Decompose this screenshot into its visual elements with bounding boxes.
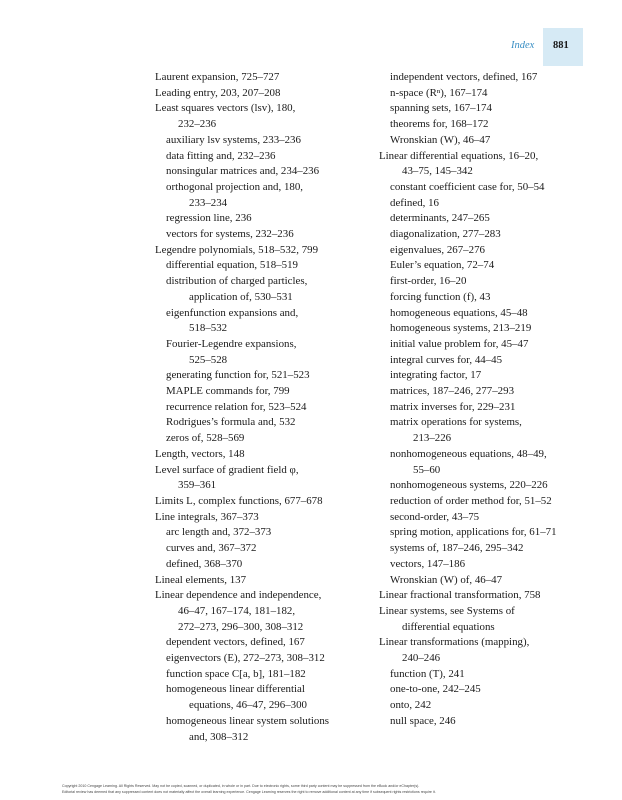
- index-entry: Linear fractional transformation, 758: [379, 589, 541, 602]
- index-entry: reduction of order method for, 51–52: [390, 494, 552, 507]
- index-entry: differential equation, 518–519: [166, 259, 298, 272]
- index-entry: 55–60: [413, 463, 441, 476]
- page-number: 881: [553, 40, 569, 51]
- index-entry: null space, 246: [390, 714, 456, 727]
- index-entry: determinants, 247–265: [390, 212, 490, 225]
- index-entry: Leading entry, 203, 207–208: [155, 86, 281, 99]
- index-entry: Linear differential equations, 16–20,: [379, 149, 539, 162]
- index-entry: spanning sets, 167–174: [390, 102, 492, 115]
- index-entry: 359–361: [178, 479, 217, 492]
- index-entry: Legendre polynomials, 518–532, 799: [155, 243, 319, 256]
- index-entry: eigenvalues, 267–276: [390, 243, 485, 256]
- index-entry: 213–226: [413, 432, 452, 445]
- index-entry: integral curves for, 44–45: [390, 353, 503, 366]
- index-entry: 46–47, 167–174, 181–182,: [178, 604, 296, 617]
- index-entry: homogeneous linear system solutions: [166, 714, 330, 727]
- index-entry: vectors, 147–186: [390, 557, 466, 570]
- index-entry: homogeneous linear differential: [166, 683, 305, 696]
- index-entry: MAPLE commands for, 799: [166, 385, 290, 398]
- index-column-right: [379, 70, 589, 730]
- index-entry: Least squares vectors (lsv), 180,: [155, 102, 296, 115]
- index-entry: curves and, 367–372: [166, 542, 257, 555]
- index-entry: 518–532: [189, 322, 228, 335]
- index-entry: function (T), 241: [390, 667, 465, 680]
- index-entry: arc length and, 372–373: [166, 526, 272, 539]
- index-entry: orthogonal projection and, 180,: [166, 180, 304, 193]
- index-entry: function space C[a, b], 181–182: [166, 667, 306, 680]
- index-entry: defined, 16: [390, 196, 439, 209]
- index-entry: Line integrals, 367–373: [155, 510, 259, 523]
- index-entry: onto, 242: [390, 699, 432, 712]
- index-entry: Length, vectors, 148: [155, 447, 245, 460]
- index-entry: Limits L, complex functions, 677–678: [155, 494, 323, 507]
- index-entry: differential equations: [402, 620, 495, 633]
- index-entry: matrices, 187–246, 277–293: [390, 385, 515, 398]
- index-entry: one-to-one, 242–245: [390, 683, 481, 696]
- index-entry: eigenfunction expansions and,: [166, 306, 299, 319]
- index-column-left: [155, 70, 365, 745]
- index-entry: nonhomogeneous systems, 220–226: [390, 479, 548, 492]
- index-entry: dependent vectors, defined, 167: [166, 636, 305, 649]
- index-entry: Fourier-Legendre expansions,: [166, 337, 297, 350]
- index-entry: Linear dependence and independence,: [155, 589, 322, 602]
- index-entry: equations, 46–47, 296–300: [189, 699, 307, 712]
- index-entry: 272–273, 296–300, 308–312: [178, 620, 304, 633]
- index-entry: second-order, 43–75: [390, 510, 480, 523]
- index-entry: theorems for, 168–172: [390, 118, 489, 131]
- index-entry: nonsingular matrices and, 234–236: [166, 165, 320, 178]
- index-entry: 43–75, 145–342: [402, 165, 473, 178]
- index-entry: forcing function (f), 43: [390, 290, 491, 303]
- index-entry: Euler’s equation, 72–74: [390, 259, 495, 272]
- index-entry: spring motion, applications for, 61–71: [390, 526, 557, 539]
- index-entry: generating function for, 521–523: [166, 369, 310, 382]
- index-entry: and, 308–312: [189, 730, 249, 743]
- index-entry: Wronskian (W), 46–47: [390, 133, 491, 146]
- index-entry: diagonalization, 277–283: [390, 228, 501, 241]
- index-entry: matrix operations for systems,: [390, 416, 522, 429]
- index-entry: Level surface of gradient field φ,: [155, 463, 299, 476]
- index-entry: matrix inverses for, 229–231: [390, 400, 516, 413]
- index-entry: defined, 368–370: [166, 557, 243, 570]
- index-entry: constant coefficient case for, 50–54: [390, 180, 545, 193]
- index-entry: Linear systems, see Systems of: [379, 604, 515, 617]
- running-header: Index: [511, 40, 535, 51]
- index-entry: 232–236: [178, 118, 217, 131]
- index-entry: regression line, 236: [166, 212, 252, 225]
- index-entry: Linear transformations (mapping),: [379, 636, 530, 649]
- index-entry: application of, 530–531: [189, 290, 293, 303]
- index-entry: 240–246: [402, 652, 441, 665]
- editorial-notice: Editorial review has deemed that any suppressed content does not materially affect the overall learning experience. Cengage Learning reserves the right to remove additional content at any time if subsequent rights restrictions require it.: [62, 790, 436, 794]
- index-entry: Rodrigues’s formula and, 532: [166, 416, 296, 429]
- index-entry: Laurent expansion, 725–727: [155, 71, 280, 83]
- index-entry: auxiliary lsv systems, 233–236: [166, 133, 301, 146]
- copyright-notice: Copyright 2010 Cengage Learning. All Rights Reserved. May not be copied, scanned, or duplicated, in whole or in part. Due to electronic rights, some third party content may be suppressed from the eBook and/or eChapter(s).: [62, 784, 420, 788]
- index-entry: Lineal elements, 137: [155, 573, 247, 586]
- index-entry: nonhomogeneous equations, 48–49,: [390, 447, 547, 460]
- index-entry: data fitting and, 232–236: [166, 149, 276, 162]
- index-entry: zeros of, 528–569: [166, 432, 245, 445]
- index-entry: distribution of charged particles,: [166, 275, 308, 288]
- index-entry: homogeneous equations, 45–48: [390, 306, 528, 319]
- index-entry: n-space (Rⁿ), 167–174: [390, 86, 488, 99]
- index-entry: 233–234: [189, 196, 228, 209]
- index-entry: Wronskian (W) of, 46–47: [390, 573, 503, 586]
- index-entry: systems of, 187–246, 295–342: [390, 542, 524, 555]
- index-entry: recurrence relation for, 523–524: [166, 400, 307, 413]
- index-entry: integrating factor, 17: [390, 369, 482, 382]
- index-entry: initial value problem for, 45–47: [390, 337, 529, 350]
- index-entry: first-order, 16–20: [390, 275, 467, 288]
- index-entry: independent vectors, defined, 167: [390, 71, 538, 83]
- index-entry: 525–528: [189, 353, 228, 366]
- index-entry: homogeneous systems, 213–219: [390, 322, 532, 335]
- index-entry: eigenvectors (E), 272–273, 308–312: [166, 652, 325, 665]
- index-entry: vectors for systems, 232–236: [166, 228, 294, 241]
